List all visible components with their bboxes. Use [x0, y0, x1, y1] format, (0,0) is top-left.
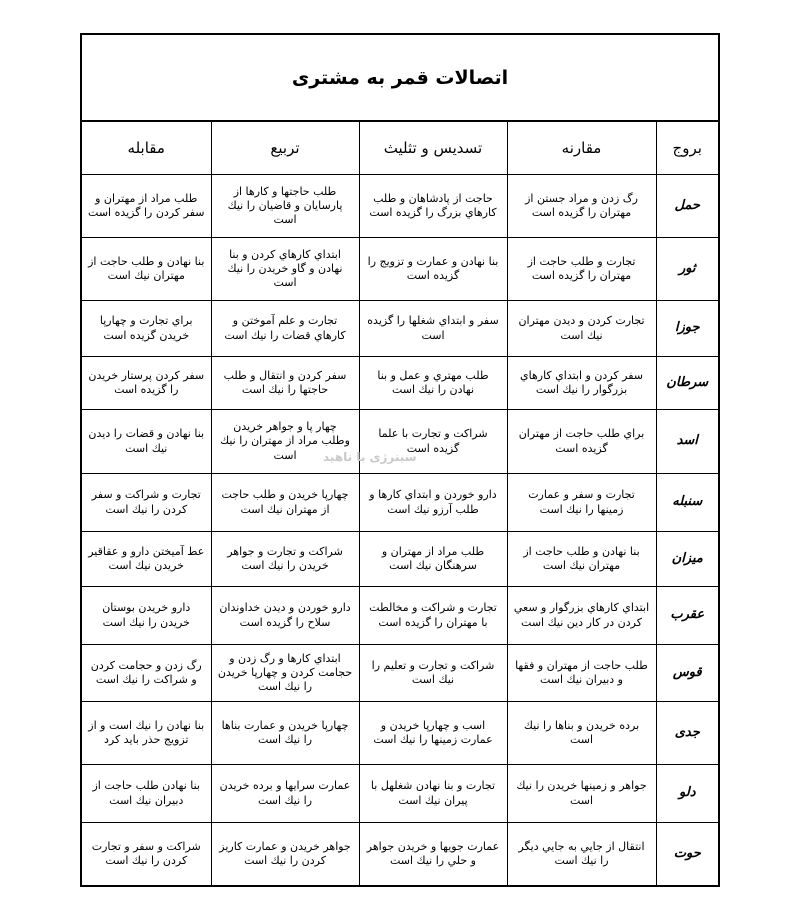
table-cell: عط آميختن دارو و عقاقير خريدن نيك است [82, 532, 211, 587]
table-cell: سفر و ابتداي شغلها را گزيده است [359, 301, 507, 357]
zodiac-sign-cell: حمل [656, 175, 718, 238]
table-cell: سفر كردن پرستار خريدن را گزيده است [82, 357, 211, 410]
table-cell: چهارپا خريدن و طلب حاجت از مهتران نيك است [211, 474, 359, 532]
header-square: تربیع [211, 122, 359, 175]
zodiac-sign-cell: عقرب [656, 587, 718, 645]
table-row [82, 532, 718, 587]
table-cell: بنا نهادن و عمارت و تزويج را گزيده است [359, 238, 507, 301]
table-cell: چهارپا خريدن و عمارت بناها را نيك است [211, 702, 359, 765]
table-cell: تجارت و علم آموختن و كارهاي قضات را نيك است [211, 301, 359, 357]
table-row [82, 587, 718, 645]
header-sextile-trine: تسدیس و تثلیث [359, 122, 507, 175]
zodiac-sign-cell: سنبله [656, 474, 718, 532]
table-cell: شراكت و تجارت و جواهر خريدن را نيك است [211, 532, 359, 587]
table-cell: براي طلب حاجت از مهتران گزيده است [507, 410, 656, 474]
table-cell: ابتداي كارهاي كردن و بنا نهادن و گاو خريدن را نيك است [211, 238, 359, 301]
table-cell: بنا نهادن و طلب حاجت از مهتران نيك است [82, 238, 211, 301]
zodiac-sign-cell: جدی [656, 702, 718, 765]
table-cell: حاجت از پادشاهان و طلب كارهاي بزرگ را گزيده است [359, 175, 507, 238]
table-cell: شراكت و تجارت و تعليم را نيك است [359, 645, 507, 702]
page-title: اتصالات قمر به مشتری [82, 35, 718, 122]
zodiac-sign-cell: ثور [656, 238, 718, 301]
table-row [82, 702, 718, 765]
table-cell: شراكت و سفر و تجارت كردن را نيك است [82, 823, 211, 886]
zodiac-sign-cell: دلو [656, 765, 718, 823]
zodiac-sign-cell: قوس [656, 645, 718, 702]
table-cell: براي تجارت و چهارپا خريدن گزيده است [82, 301, 211, 357]
table-body [82, 175, 718, 886]
table-cell: رگ زدن و حجامت كردن و شراكت را نيك است [82, 645, 211, 702]
table-cell: تجارت و بنا نهادن شغلهل با پيران نيك است [359, 765, 507, 823]
table-row [82, 301, 718, 357]
zodiac-sign-cell: میزان [656, 532, 718, 587]
table-row [82, 357, 718, 410]
table-cell: دارو خوردن و ديدن خداوندان سلاح را گزيده است [211, 587, 359, 645]
table-cell: ابتداي كارهاي بزرگوار و سعي كردن در كار دين نيك است [507, 587, 656, 645]
table-cell: ابتداي كارها و رگ زدن و حجامت كردن و چهارپا خريدن را نيك است [211, 645, 359, 702]
table-row [82, 765, 718, 823]
table-row [82, 474, 718, 532]
table-cell: بنا نهادن و طلب حاجت از مهتران نيك است [507, 532, 656, 587]
watermark: سینرژی با ناهید [323, 450, 417, 464]
table-cell: شراكت و تجارت با علما گزيده است [359, 410, 507, 474]
header-row [82, 122, 718, 175]
table-cell: دارو خريدن بوستان خريدن را نيك است [82, 587, 211, 645]
table-cell: طلب حاجت از مهتران و فقها و دبيران نيك است [507, 645, 656, 702]
table-row [82, 645, 718, 702]
table-cell: طلب مراد از مهتران و سفر كردن را گزيده است [82, 175, 211, 238]
table-row [82, 175, 718, 238]
table-cell: رگ زدن و مراد جستن از مهتران را گزیده است [507, 175, 656, 238]
table-cell: جواهر خريدن و عمارت كاريز كردن را نيك است [211, 823, 359, 886]
table-cell: طلب حاجتها و كارها از پارسايان و قاضيان را نيك است [211, 175, 359, 238]
table-cell: طلب مهتري و عمل و بنا نهادن را نيك است [359, 357, 507, 410]
table-cell: سفر كردن و ابتداي كارهاي بزرگوار را نيك است [507, 357, 656, 410]
table-cell: تجارت و شراكت و مخالطت با مهتران را گزيده است [359, 587, 507, 645]
table-cell: تجارت و سفر و عمارت زمينها را نيك است [507, 474, 656, 532]
zodiac-sign-cell: سرطان [656, 357, 718, 410]
table-cell: عمارت سرايها و برده خريدن را نيك است [211, 765, 359, 823]
header-signs: بروج [656, 122, 718, 175]
zodiac-sign-cell: اسد [656, 410, 718, 474]
table-cell: چهار پا و جواهر خريدن وطلب مراد از مهتران را نيك است [211, 410, 359, 474]
table-cell: برده خريدن و بناها را نيك است [507, 702, 656, 765]
table-row [82, 823, 718, 886]
table-cell: بنا نهادن و قضات را ديدن نيك است [82, 410, 211, 474]
header-opposition: مقابله [82, 122, 211, 175]
table-cell: تجارت و شراكت و سفر كردن را نيك است [82, 474, 211, 532]
table-cell: جواهر و زمينها خريدن را نيك است [507, 765, 656, 823]
table-cell: بنا نهادن را نيك است و از تزويج حذر بايد كرد [82, 702, 211, 765]
table-cell: دارو خوردن و ابتداي كارها و طلب آرزو نيك است [359, 474, 507, 532]
table-cell: تجارت و طلب حاجت از مهتران را گزيده است [507, 238, 656, 301]
table-cell: طلب مراد از مهتران و سرهنگان نيك است [359, 532, 507, 587]
zodiac-sign-cell: حوت [656, 823, 718, 886]
table-row [82, 238, 718, 301]
lunar-aspects-table [82, 122, 718, 886]
table-cell: اسب و چهارپا خريدن و عمارت زمينها را نيك است [359, 702, 507, 765]
table-cell: عمارت جويها و خريدن جواهر و حلي را نيك است [359, 823, 507, 886]
table-cell: انتقال از جايي به جايي ديگر را نيك است [507, 823, 656, 886]
header-conjunction: مقارنه [507, 122, 656, 175]
table-cell: تجارت كردن و ديدن مهتران نيك است [507, 301, 656, 357]
table-cell: بنا نهادن طلب حاجت از دبيران نيك است [82, 765, 211, 823]
table-cell: سفر كردن و انتقال و طلب حاجتها را نيك است [211, 357, 359, 410]
zodiac-sign-cell: جوزا [656, 301, 718, 357]
